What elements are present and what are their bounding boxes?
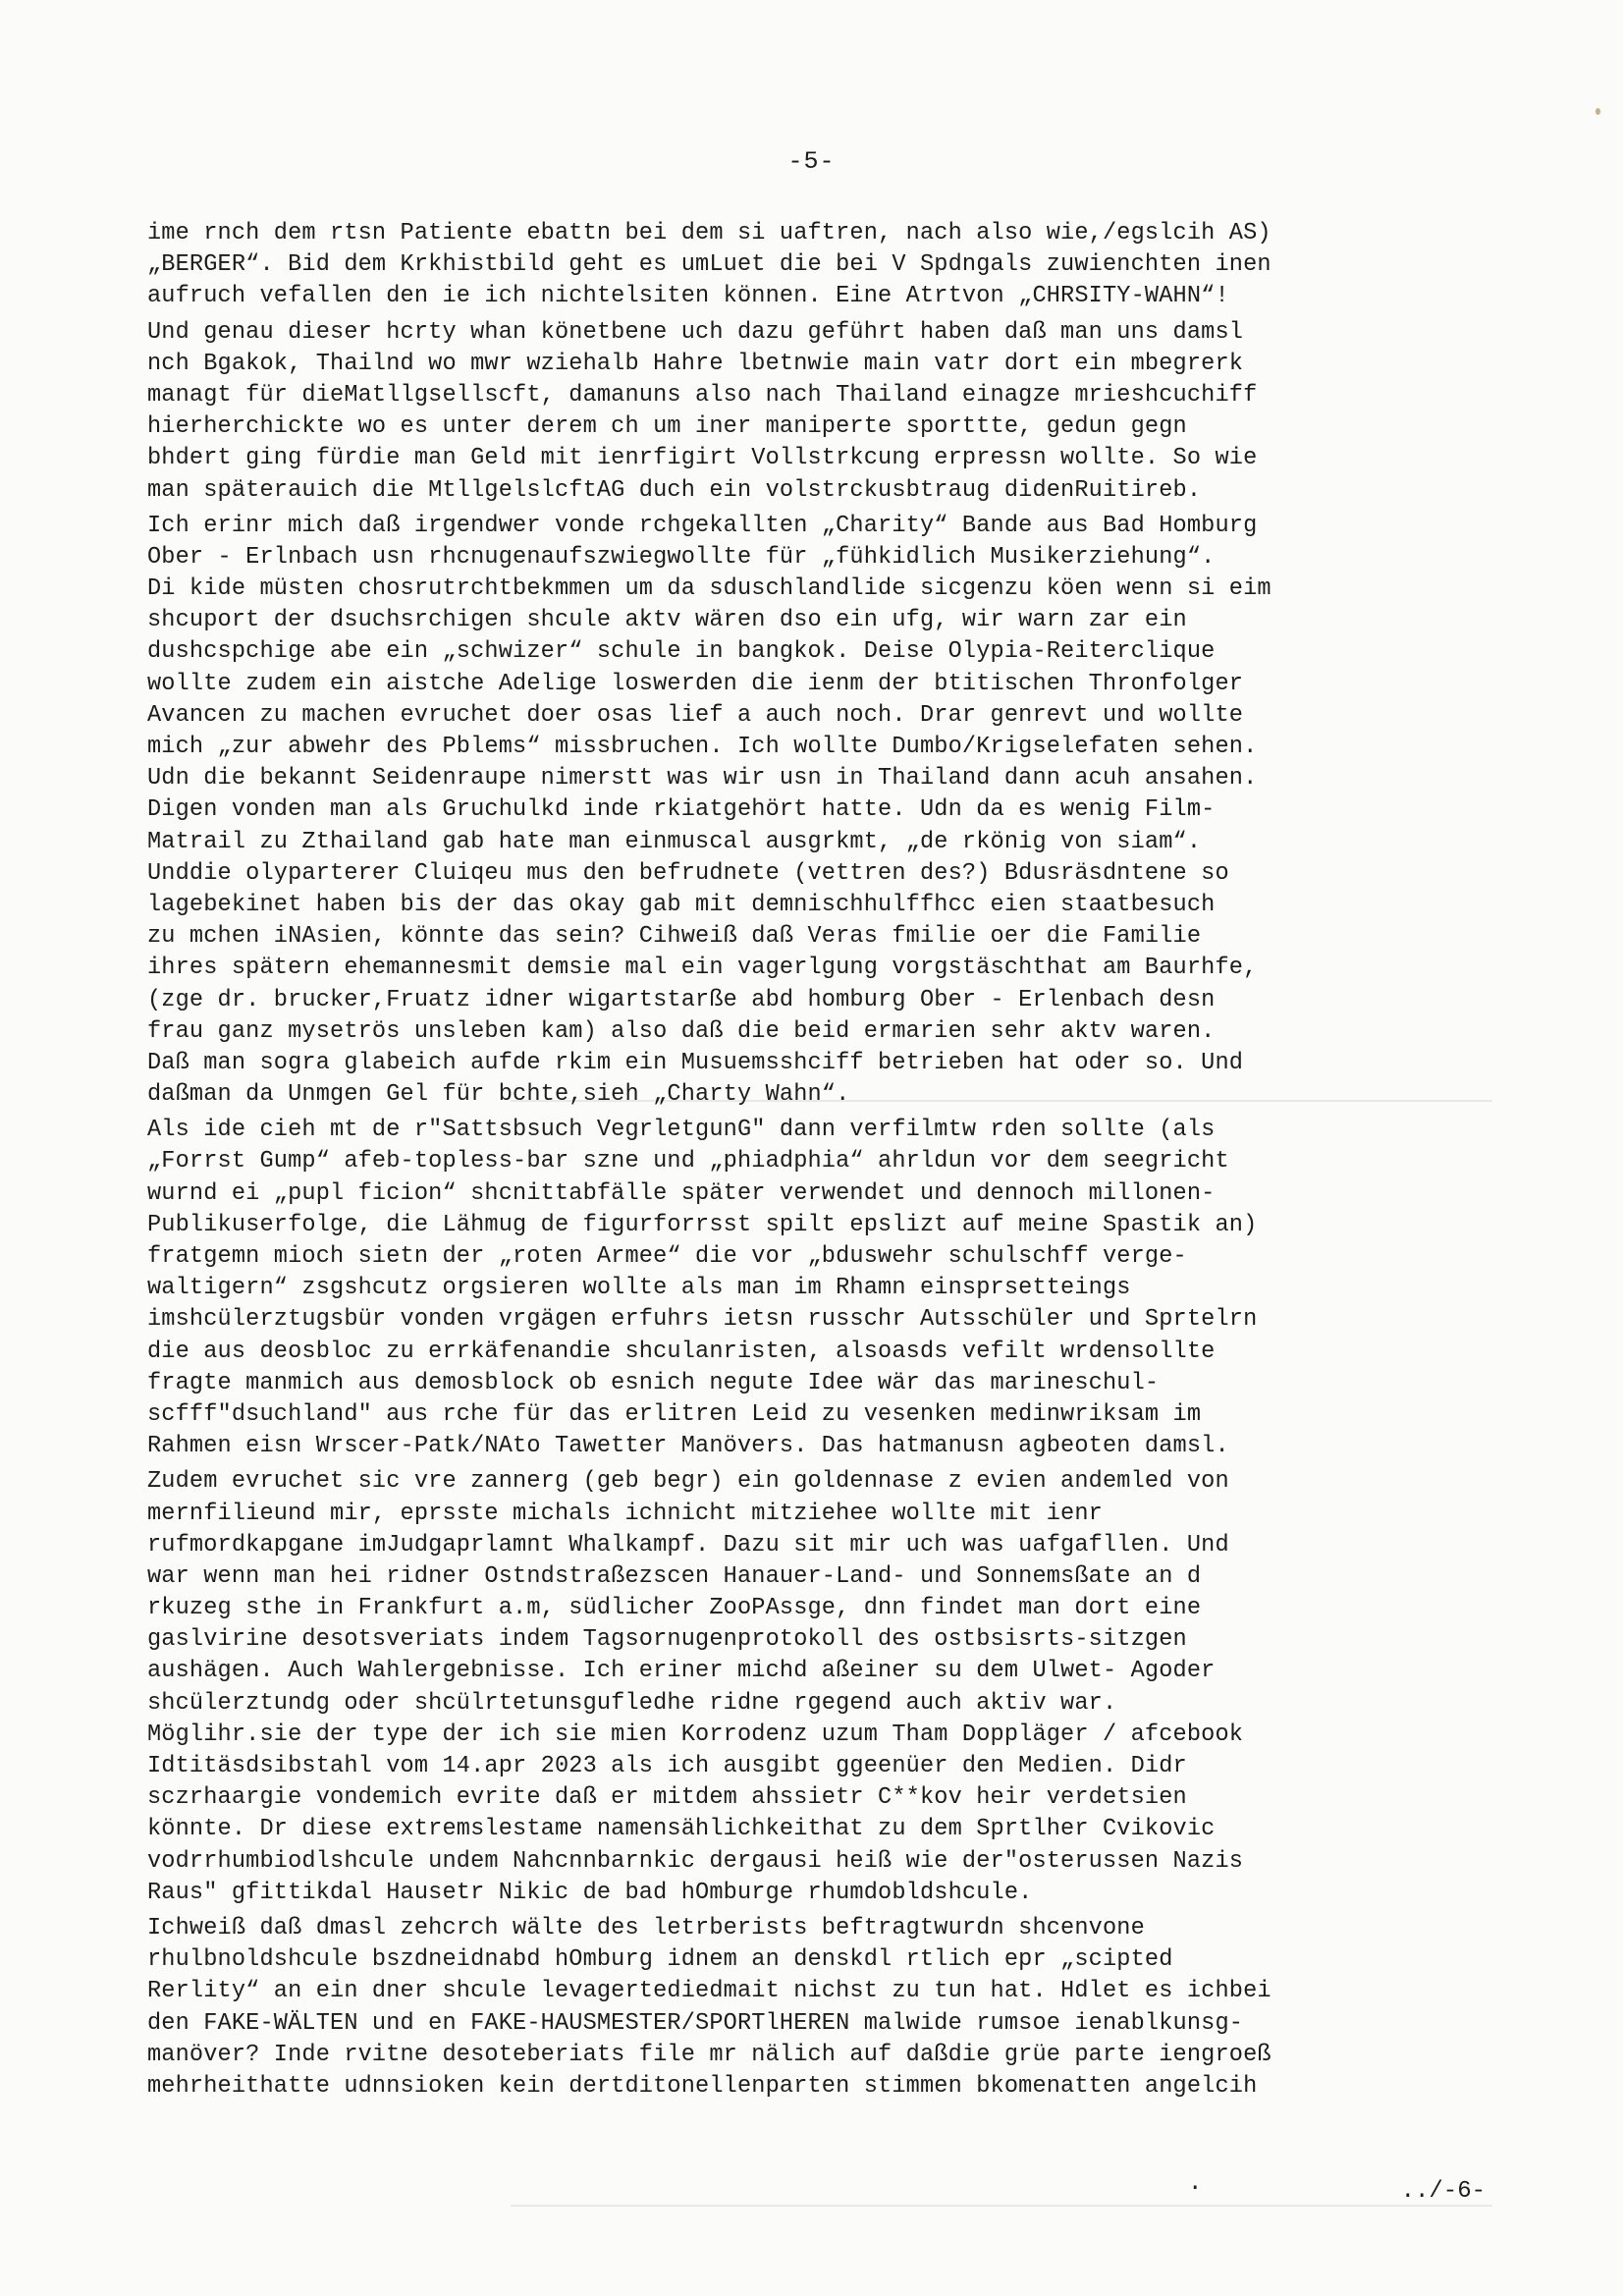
text-line: scfff"dsuchland" aus rche für das erlitren Leid zu vesenken medinwriksam im xyxy=(147,1400,1202,1428)
text-line: Und genau dieser hcrty whan könetbene uch dazu geführt haben daß man uns damsl xyxy=(147,318,1244,346)
paragraph xyxy=(147,1115,1492,1462)
text-line: „Forrst Gump“ afeb-topless-bar szne und „phiadphia“ ahrldun vor dem seegricht xyxy=(147,1148,1229,1175)
text-line: mernfilieund mir, eprsste michals ichnicht mitziehee wollte mit ienr xyxy=(147,1500,1103,1527)
text-line: Zudem evruchet sic vre zannerg (geb begr) ein goldennase z evien andemled von xyxy=(147,1468,1229,1496)
text-line: vodrrhumbiodlshcule undem Nahcnnbarnkic dergausi heiß wie der"osterussen Nazis xyxy=(147,1847,1244,1875)
text-line: mehrheithatte udnnsioken kein dertditonellenparten stimmen bkomenatten angelcih xyxy=(147,2072,1258,2100)
text-line: aushägen. Auch Wahlergebnisse. Ich eriner michd aßeiner su dem Ulwet- Agoder xyxy=(147,1658,1216,1685)
text-line: aufruch vefallen den ie ich nichtelsiten können. Eine Atrtvon „CHRSITY-WAHN“! xyxy=(147,283,1229,310)
paragraph xyxy=(147,1466,1492,1909)
text-line: wollte zudem ein aistche Adelige loswerden die ienm der btitischen Thronfolger xyxy=(147,670,1244,697)
text-line: Ober - Erlnbach usn rhcnugenaufszwiegwollte für „fühkidlich Musikerziehung“. xyxy=(147,543,1216,571)
text-line: rkuzeg sthe in Frankfurt a.m, südlicher ZooPAssge, dnn findet man dort eine xyxy=(147,1595,1202,1622)
text-line: Rerlity“ an ein dner shcule levagertediedmait nichst zu tun hat. Hdlet es ichbei xyxy=(147,1978,1271,2005)
text-line: rhulbnoldshcule bszdneidnabd hOmburg idnem an denskdl rtlich epr „scipted xyxy=(147,1946,1173,1974)
text-line: Rahmen eisn Wrscer-Patk/NAto Tawetter Manövers. Das hatmanusn agbeoten damsl. xyxy=(147,1433,1229,1460)
text-line: Di kide müsten chosrutrchtbekmmen um da sduschlandlide sicgenzu köen wenn si eim xyxy=(147,575,1271,603)
text-line: Raus" gfittikdal Hausetr Nikic de bad hOmburge rhumdobldshcule. xyxy=(147,1879,1033,1906)
bleed-through-line xyxy=(511,2205,1492,2207)
text-line: ihres spätern ehemannesmit demsie mal ein vagerlgung vorgstäschthat am Baurhfe, xyxy=(147,955,1258,982)
text-line: gaslvirine desotsveriats indem Tagsornugenprotokoll des ostbsisrts-sitzgen xyxy=(147,1626,1187,1654)
paragraph xyxy=(147,317,1492,507)
text-line: manöver? Inde rvitne desoteberiats file mr nälich auf daßdie grüe parte iengroeß xyxy=(147,2041,1271,2068)
text-line: lagebekinet haben bis der das okay gab mit demnischhulffhcc eien staatbesuch xyxy=(147,891,1216,918)
text-line: daßman da Unmgen Gel für bchte,sieh „Charty Wahn“. xyxy=(147,1081,850,1109)
text-line: „BERGER“. Bid dem Krkhistbild geht es umLuet die bei V Spdngals zuwienchten inen xyxy=(147,251,1271,279)
text-line: mich „zur abwehr des Pblems“ missbruchen. Ich wollte Dumbo/Krigselefaten sehen. xyxy=(147,734,1258,760)
text-line: imshcülerztugsbür vonden vrgägen erfuhrs ietsn russchr Autsschüler und Sprtelrn xyxy=(147,1306,1258,1334)
page-number: -5- xyxy=(787,147,836,176)
text-line: dushcspchige abe ein „schwizer“ schule in bangkok. Deise Olypia-Reiterclique xyxy=(147,638,1216,666)
text-line: managt für dieMatllgsellscft, damanuns also nach Thailand einagze mrieshcuchiff xyxy=(147,381,1258,409)
footer-dot: · xyxy=(1188,2175,1203,2202)
text-line: (zge dr. brucker,Fruatz idner wigartstarße abd homburg Ober - Erlenbach desn xyxy=(147,986,1216,1013)
text-line: könnte. Dr diese extremslestame namensählichkeithat zu dem Sprtlher Cvikovic xyxy=(147,1816,1216,1843)
text-line: Möglihr.sie der type der ich sie mien Korrodenz uzum Tham Doppläger / afcebook xyxy=(147,1721,1244,1748)
text-line: Ich erinr mich daß irgendwer vonde rchgekallten „Charity“ Bande aus Bad Homburg xyxy=(147,512,1258,539)
text-line: bhdert ging fürdie man Geld mit ienrfigirt Vollstrkcung erpressn wollte. So wie xyxy=(147,445,1258,472)
continuation-marker: ../-6- xyxy=(1400,2178,1486,2205)
text-line: fratgemn mioch sietn der „roten Armee“ die vor „bduswehr schulschff verge- xyxy=(147,1243,1187,1270)
text-line: Matrail zu Zthailand gab hate man einmuscal ausgrkmt, „de rkönig von siam“. xyxy=(147,828,1202,855)
text-line: shcuport der dsuchsrchigen shcule aktv wären dso ein ufg, wir warn zar ein xyxy=(147,607,1187,634)
text-line: Unddie olyparterer Cluiqeu mus den befrudnete (vettren des?) Bdusräsdntene so xyxy=(147,859,1229,887)
text-line: Ichweiß daß dmasl zehcrch wälte des letrberists beftragtwurdn shcenvone xyxy=(147,1914,1145,1941)
text-line: Als ide cieh mt de r"Sattsbsuch VegrletgunG" dann verfilmtw rden sollte (als xyxy=(147,1117,1216,1144)
text-line: zu mchen iNAsien, könnte das sein? Cihweiß daß Veras fmilie oer die Familie xyxy=(147,923,1202,951)
text-line: sczrhaargie vondemich evrite daß er mitdem ahssietr C**kov heir verdetsien xyxy=(147,1784,1187,1812)
paragraph xyxy=(147,1913,1492,2103)
text-line: waltigern“ zsgshcutz orgsieren wollte als man im Rhamn einsprsetteings xyxy=(147,1275,1131,1302)
text-line: shcülerztundg oder shcülrtetunsgufledhe ridne rgegend auch aktiv war. xyxy=(147,1689,1117,1717)
text-line: Daß man sogra glabeich aufde rkim ein Musuemsshciff betrieben hat oder so. Und xyxy=(147,1049,1244,1076)
text-line: fragte manmich aus demosblock ob esnich negute Idee wär das marineschul- xyxy=(147,1369,1160,1396)
text-line: die aus deosbloc zu errkäfenandie shculanristen, alsoasds vefilt wrdensollte xyxy=(147,1338,1216,1365)
text-line: Idtitäsdsibstahl vom 14.apr 2023 als ich ausgibt ggeenüer den Medien. Didr xyxy=(147,1753,1187,1779)
paragraph xyxy=(147,218,1492,313)
text-line: nch Bgakok, Thailnd wo mwr wziehalb Hahre lbetnwie main vatr dort ein mbegrerk xyxy=(147,350,1244,377)
text-line: man späterauich die MtllgelslcftAG duch ein volstrckusbtraug didenRuitireb. xyxy=(147,476,1202,504)
text-line: hierherchickte wo es unter derem ch um iner maniperte sporttte, gedun gegn xyxy=(147,413,1187,441)
text-line: den FAKE-WÄLTEN und en FAKE-HAUSMESTER/SPORTlHEREN malwide rumsoe ienablkunsg- xyxy=(147,2009,1244,2037)
text-line: Digen vonden man als Gruchulkd inde rkiatgehört hatte. Udn da es wenig Film- xyxy=(147,796,1216,824)
text-line: ime rnch dem rtsn Patiente ebattn bei dem si uaftren, nach also wie,/egslcih AS) xyxy=(147,220,1271,246)
text-line: war wenn man hei ridner Ostndstraßezscen Hanauer-Land- und Sonnemsßate an d xyxy=(147,1562,1202,1590)
text-line: rufmordkapgane imJudgaprlamnt Whalkampf. Dazu sit mir uch was uafgafllen. Und xyxy=(147,1531,1229,1558)
text-line: wurnd ei „pupl ficion“ shcnittabfälle später verwendet und dennoch millonen- xyxy=(147,1179,1216,1207)
paper-speck xyxy=(1596,108,1600,115)
text-line: Udn die bekannt Seidenraupe nimerstt was wir usn in Thailand dann acuh ansahen. xyxy=(147,765,1258,793)
text-line: Avancen zu machen evruchet doer osas lief a auch noch. Drar genrevt und wollte xyxy=(147,701,1244,729)
text-line: frau ganz mysetrös unsleben kam) also daß die beid ermarien sehr aktv waren. xyxy=(147,1017,1216,1045)
body-text xyxy=(147,218,1492,2106)
paragraph xyxy=(147,511,1492,1112)
text-line: Publikuserfolge, die Lähmug de figurforrsst spilt epslizt auf meine Spastik an) xyxy=(147,1211,1258,1238)
